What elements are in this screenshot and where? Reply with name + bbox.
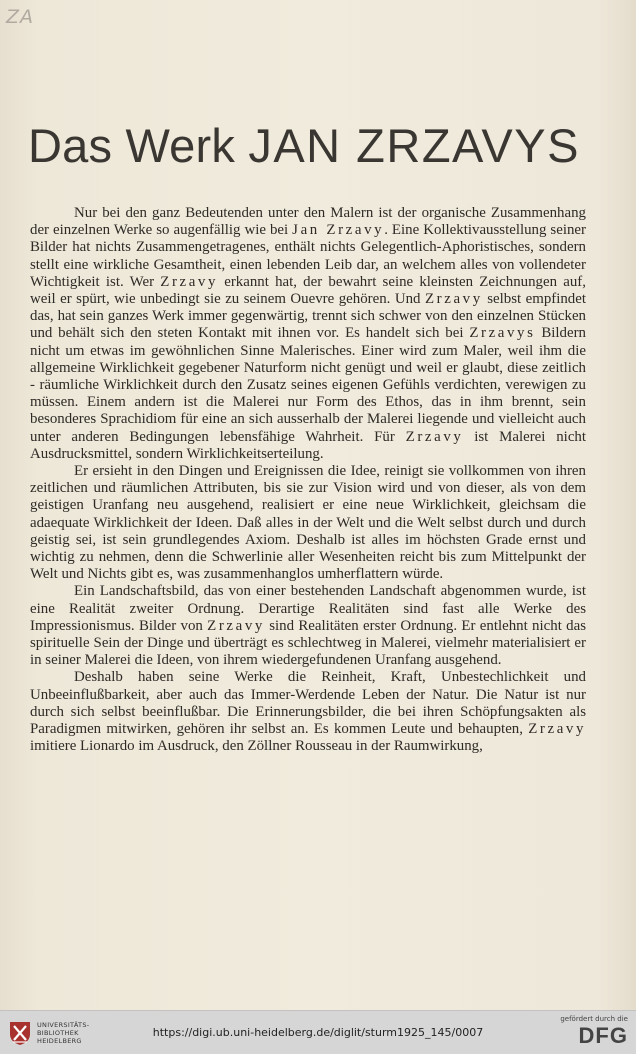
title-artist-name: JAN ZRZAVYS <box>248 119 580 172</box>
title-prefix: Das Werk <box>28 119 236 172</box>
text-run: ist Malerei nicht Ausdrucksmittel, sondern Wirklichkeitserteilung. <box>30 428 587 462</box>
paragraph <box>30 205 586 463</box>
text-run: selbst empfindet das, hat sein ganzes Werk immer gegenwärtig, trennt sich schwer von den einzelnen Stücken und behält sich den steten Kontakt mit ihnen vor. Es handelt sich bei <box>30 291 587 342</box>
dfg-logo: DFG <box>578 1023 628 1048</box>
text-run: erkannt hat, der bewahrt seine kleinsten Zeichnungen auf, weil er spürt, wie unbedingt sie zu seinem Ouevre gehören. Und <box>30 273 586 308</box>
text-run: sind Realitäten erster Ordnung. Er entlehnt nicht das spirituelle Sein der Dinge und überträgt es schlechtweg in Malerei, vielmehr materialisiert er in seiner Malerei die Ideen, von ihrem wiedergefundenen Uranfang ausgehend. <box>30 617 586 669</box>
paragraph <box>30 669 586 755</box>
paragraph <box>30 463 586 583</box>
library-name-line-3: HEIDELBERG <box>37 1037 82 1045</box>
library-name-line-2: BIBLIOTHEK <box>37 1029 79 1037</box>
spaced-name: Zrzavy <box>405 428 464 445</box>
page-title <box>28 118 580 174</box>
spaced-name: Zrzavys <box>469 325 536 342</box>
text-run: Ein Landschaftsbild, das von einer bestehenden Landschaft abgenommen wurde, ist eine Realität zweiter Ordnung. Derartige Realitäten sind fast alle Werke des Impressionismus. Bilder von <box>30 583 586 634</box>
spaced-name: Zrzavy <box>160 273 219 290</box>
article-body <box>30 205 586 756</box>
viewer-footer <box>0 1010 636 1054</box>
spaced-name: Zrzavy <box>207 617 265 634</box>
university-library-logo[interactable] <box>8 1018 148 1048</box>
text-run: imitiere Lionardo im Ausdruck, den Zöllner Rousseau in der Raumwirkung, <box>30 738 483 755</box>
dfg-funding-logo[interactable] <box>550 1015 628 1051</box>
spaced-name: Zrzavy <box>528 721 586 738</box>
corner-mark: ZA <box>6 6 35 28</box>
text-run: Bildern nicht um etwas im gewöhnlichen Sinne Malerisches. Einer wird zum Maler, weil ihm die allgemeine Wirklichkeit gegebener Naturform nicht genügt und weil er glaubt, diese zeitlich - räumliche Wirklichkeit durch den Zusatz seines eigenen Gefühls verdichten, verewigen zu müssen. Einem andern ist die Malerei nur Form des Ethos, das in ihm brennt, sein besonderes Sprachidiom für eine an sich ausserhalb der Malerei liegende und vielleicht auch unter anderen Bedingungen lebensfähige Wahrheit. Für <box>30 325 586 445</box>
library-name-line-1: UNIVERSITÄTS- <box>37 1021 90 1029</box>
permalink-url[interactable]: https://digi.ub.uni-heidelberg.de/diglit/sturm1925_145/0007 <box>152 1026 484 1039</box>
text-run: Er ersieht in den Dingen und Ereignissen die Idee, reinigt sie vollkommen von ihren zeitlichen und räumlichen Attributen, bis sie zur Vision wird und von dieser, als von dem geistigen Uranfang neu ausgehend, realisiert er eine neue Wirklichkeit, gleichsam die adaequate Wirklichkeit der Ideen. Daß alles in der Welt und die Welt selbst durch und durch geistig sei, ist sein grundlegendes Axiom. Deshalb ist alles im höchsten Grade ernst und wichtig zu nehmen, denn die Schwerlinie aller Wesenheiten reicht bis zum Mittelpunkt der Welt und Nichts gibt es, was zusammenhanglos umherflattern würde. <box>30 463 586 583</box>
spaced-name: Jan Zrzavy <box>292 222 385 239</box>
funded-by-label: gefördert durch die <box>560 1015 628 1023</box>
text-run: Nur bei den ganz Bedeutenden unter den Malern ist der organische Zusammenhang der einzelnen Werke so augenfällig wie bei <box>30 205 586 239</box>
text-run: Deshalb haben seine Werke die Reinheit, Kraft, Unbestechlichkeit und Unbeeinflußbarkeit, aber auch das Immer-Werdende Leben der Natur. Die Natur ist nur durch sich selbst beeinflußbar. Die Erinnerungsbilder, die bei ihren Schöpfungsakten als Paradigmen mitwirken, gehören ihr selbst an. Es kommen Leute und behaupten, <box>30 669 586 738</box>
text-run: . Eine Kollektivausstellung seiner Bilder hat nichts Zusammengetragenes, enthält nichts Gelegentlich-Aphoristisches, sondern stellt eine wirkliche Gesamtheit, einen lebenden Leib dar, an welchem alles von vollendeter Wichtigkeit ist. Wer <box>30 222 586 290</box>
spaced-name: Zrzavy <box>424 291 483 308</box>
paragraph <box>30 583 586 669</box>
heidelberg-shield-icon <box>8 1020 32 1046</box>
